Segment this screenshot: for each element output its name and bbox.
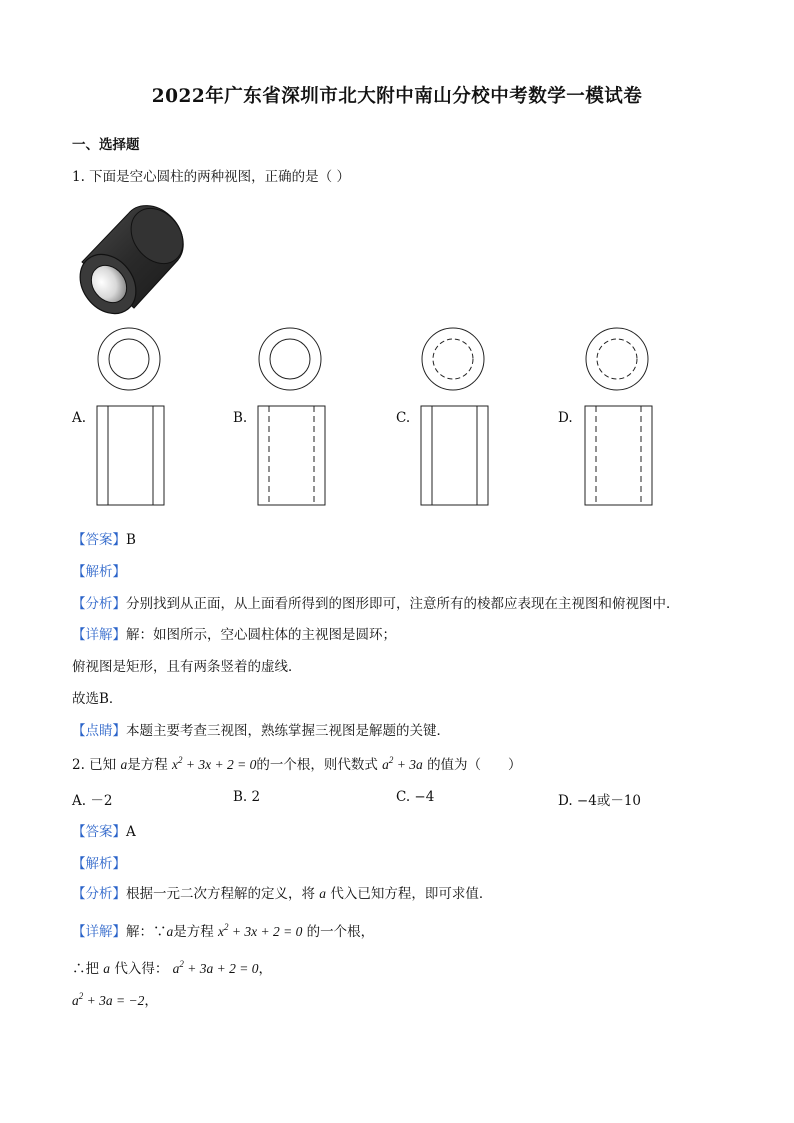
- step-var: a: [103, 961, 111, 976]
- step-text: ，: [258, 961, 272, 977]
- option-c-top-view: [420, 326, 486, 392]
- analysis-tag: 【解析】: [72, 564, 126, 580]
- q2-option-d[interactable]: D. −4或－10: [558, 793, 642, 809]
- q2-answer: [72, 820, 136, 840]
- step-text: 代入得：: [114, 961, 169, 977]
- answer-tag: 【答案】: [72, 532, 126, 548]
- option-c-front-view: [420, 405, 490, 507]
- option-a-top-view: [96, 326, 162, 392]
- q2-stem-part: 是方程: [127, 757, 168, 773]
- dianjing-tag: 【点睛】: [72, 723, 126, 739]
- option-b-front-view: [257, 405, 327, 507]
- xiangjie-var: a: [166, 924, 174, 939]
- option-b-top-view: [257, 326, 323, 392]
- page-title: 2022年广东省深圳市北大附中南山分校中考数学一模试卷: [151, 86, 643, 107]
- xiangjie-tag: 【详解】: [72, 627, 126, 643]
- answer-tag: 【答案】: [72, 824, 126, 840]
- xiangjie-tag: 【详解】: [72, 924, 126, 940]
- option-a-label: A.: [72, 410, 87, 426]
- q2-stem-part: 2. 已知: [72, 757, 117, 773]
- option-d-label: D.: [558, 410, 573, 426]
- xiangjie-text: 的一个根，: [306, 924, 375, 940]
- q1-xiangjie-line2: 俯视图是矩形，且有两条竖着的虚线．: [72, 659, 302, 675]
- q2-equation: $x^2 + 3x + 2 = 0$: [172, 755, 257, 772]
- q2-expression: $a^2 + 3a$: [382, 755, 423, 772]
- option-a-front-view: [96, 405, 166, 507]
- fenxi-var: a: [319, 886, 327, 901]
- q1-xiangjie: [72, 623, 396, 643]
- xiangjie-equation: $x^2 + 3x + 2 = 0$: [218, 922, 303, 939]
- section-heading: 一、选择题: [72, 137, 140, 153]
- fenxi-tag: 【分析】: [72, 886, 126, 902]
- answer-value: A: [126, 824, 136, 840]
- q2-fenxi: [72, 882, 492, 902]
- q2-step1: [72, 957, 272, 977]
- q1-fenxi: [72, 592, 680, 612]
- dianjing-text: 本题主要考查三视图，熟练掌握三视图是解题的关键．: [126, 723, 450, 739]
- q2-option-b[interactable]: B. 2: [233, 789, 261, 805]
- q2-option-a[interactable]: A. －2: [72, 793, 113, 809]
- fenxi-text: 根据一元二次方程解的定义，将: [126, 886, 315, 902]
- analysis-tag: 【解析】: [72, 856, 126, 872]
- step-text: ，: [144, 993, 158, 1009]
- fenxi-text: 分别找到从正面，从上面看所得到的图形即可，注意所有的棱都应表现在主视图和俯视图中．: [126, 596, 680, 612]
- xiangjie-text: 是方程: [173, 924, 214, 940]
- step-equation: $a^2 + 3a + 2 = 0$: [172, 959, 259, 976]
- q2-stem: [72, 753, 522, 773]
- q2-step2: [72, 989, 158, 1009]
- fenxi-text: 代入已知方程，即可求值．: [330, 886, 493, 902]
- q1-answer: [72, 528, 136, 548]
- option-b-label: B.: [233, 410, 248, 426]
- xiangjie-text: 解：∵: [126, 924, 167, 940]
- q1-dianjing: [72, 719, 450, 739]
- fenxi-tag: 【分析】: [72, 596, 126, 612]
- q1-stem: 1. 下面是空心圆柱的两种视图，正确的是（ ）: [72, 169, 350, 185]
- q1-xiangjie-line3: 故选B．: [72, 691, 123, 707]
- option-d-front-view: [584, 405, 654, 507]
- q2-option-c[interactable]: C. −4: [396, 789, 435, 805]
- option-c-label: C.: [396, 410, 411, 426]
- answer-value: B: [126, 532, 136, 548]
- step-equation: $a^2 + 3a = -2$: [72, 991, 145, 1008]
- q2-xiangjie: [72, 920, 374, 940]
- step-text: ∴把: [72, 961, 99, 977]
- q2-stem-part: 的值为（ ）: [427, 757, 522, 773]
- q2-stem-part: 的一个根，则代数式: [256, 757, 378, 773]
- option-d-top-view: [584, 326, 650, 392]
- hollow-cylinder-figure: [76, 200, 186, 320]
- q2-var: a: [120, 757, 128, 772]
- xiangjie-text: 解：如图所示，空心圆柱体的主视图是圆环；: [126, 627, 396, 643]
